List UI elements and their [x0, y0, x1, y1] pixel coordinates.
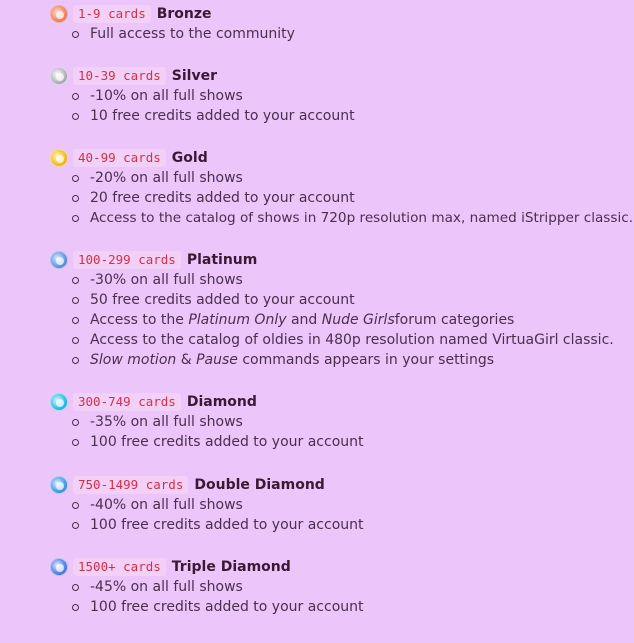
perk-item: 100 free credits added to your account	[50, 432, 634, 452]
perk-item-forum	[50, 310, 634, 330]
card-range: 40-99 cards	[73, 149, 166, 167]
perk-item: 50 free credits added to your account	[50, 290, 634, 310]
perk-list	[50, 86, 634, 126]
tier-header	[50, 148, 634, 168]
tier-header	[50, 4, 634, 24]
forum-category-platinum-only: Platinum Only	[188, 312, 287, 328]
tier-triple-diamond	[50, 557, 634, 617]
perk-list	[50, 270, 634, 370]
perk-text: forum categories	[394, 312, 515, 328]
perk-item: 10 free credits added to your account	[50, 106, 634, 126]
perk-item: -10% on all full shows	[50, 86, 634, 106]
perk-item: Access to the catalog of shows in 720p resolution max, named iStripper classic.	[50, 208, 634, 228]
perk-item: -20% on all full shows	[50, 168, 634, 188]
perk-item: Access to the catalog of oldies in 480p resolution named VirtuaGirl classic.	[50, 330, 634, 350]
triple-diamond-badge-icon	[50, 558, 68, 576]
perk-item: -30% on all full shows	[50, 270, 634, 290]
perk-list	[50, 495, 634, 535]
bronze-badge-icon	[50, 5, 68, 23]
card-range: 10-39 cards	[73, 67, 166, 85]
tier-name: Diamond	[186, 394, 257, 410]
perk-list	[50, 24, 634, 44]
diamond-badge-icon	[50, 393, 68, 411]
card-range: 1-9 cards	[73, 5, 151, 23]
perk-text: commands appears in your settings	[237, 352, 494, 368]
silver-badge-icon	[50, 67, 68, 85]
tier-double-diamond	[50, 475, 634, 535]
perk-item: -35% on all full shows	[50, 412, 634, 432]
platinum-badge-icon	[50, 251, 68, 269]
tier-header	[50, 475, 634, 495]
perk-item: 100 free credits added to your account	[50, 515, 634, 535]
tier-diamond	[50, 392, 634, 452]
double-diamond-badge-icon	[50, 476, 68, 494]
perk-item: -45% on all full shows	[50, 577, 634, 597]
tier-header	[50, 557, 634, 577]
command-pause: Pause	[196, 352, 238, 368]
perk-text: Access to the	[90, 312, 189, 328]
tier-silver	[50, 66, 634, 126]
card-range: 750-1499 cards	[73, 476, 188, 494]
tier-name: Platinum	[186, 252, 258, 268]
perk-item: 20 free credits added to your account	[50, 188, 634, 208]
tier-name: Gold	[171, 150, 208, 166]
command-slow-motion: Slow motion	[90, 352, 177, 368]
perk-item-commands	[50, 350, 634, 370]
tier-name: Bronze	[156, 6, 212, 22]
perk-list	[50, 577, 634, 617]
tier-name: Double Diamond	[194, 477, 325, 493]
card-range: 1500+ cards	[73, 558, 166, 576]
perk-list	[50, 412, 634, 452]
tier-name: Triple Diamond	[171, 559, 291, 575]
tier-header	[50, 66, 634, 86]
perk-item: -40% on all full shows	[50, 495, 634, 515]
perk-item: Full access to the community	[50, 24, 634, 44]
tier-bronze	[50, 4, 634, 44]
tier-header	[50, 392, 634, 412]
perk-text: &	[176, 352, 197, 368]
perk-item: 100 free credits added to your account	[50, 597, 634, 617]
tier-platinum	[50, 250, 634, 370]
tier-header	[50, 250, 634, 270]
tier-gold	[50, 148, 634, 228]
forum-category-nude-girls: Nude Girls	[321, 312, 395, 328]
perk-list	[50, 168, 634, 228]
card-range: 100-299 cards	[73, 251, 181, 269]
perk-text: and	[286, 312, 322, 328]
tier-name: Silver	[171, 68, 218, 84]
gold-badge-icon	[50, 149, 68, 167]
card-range: 300-749 cards	[73, 393, 181, 411]
